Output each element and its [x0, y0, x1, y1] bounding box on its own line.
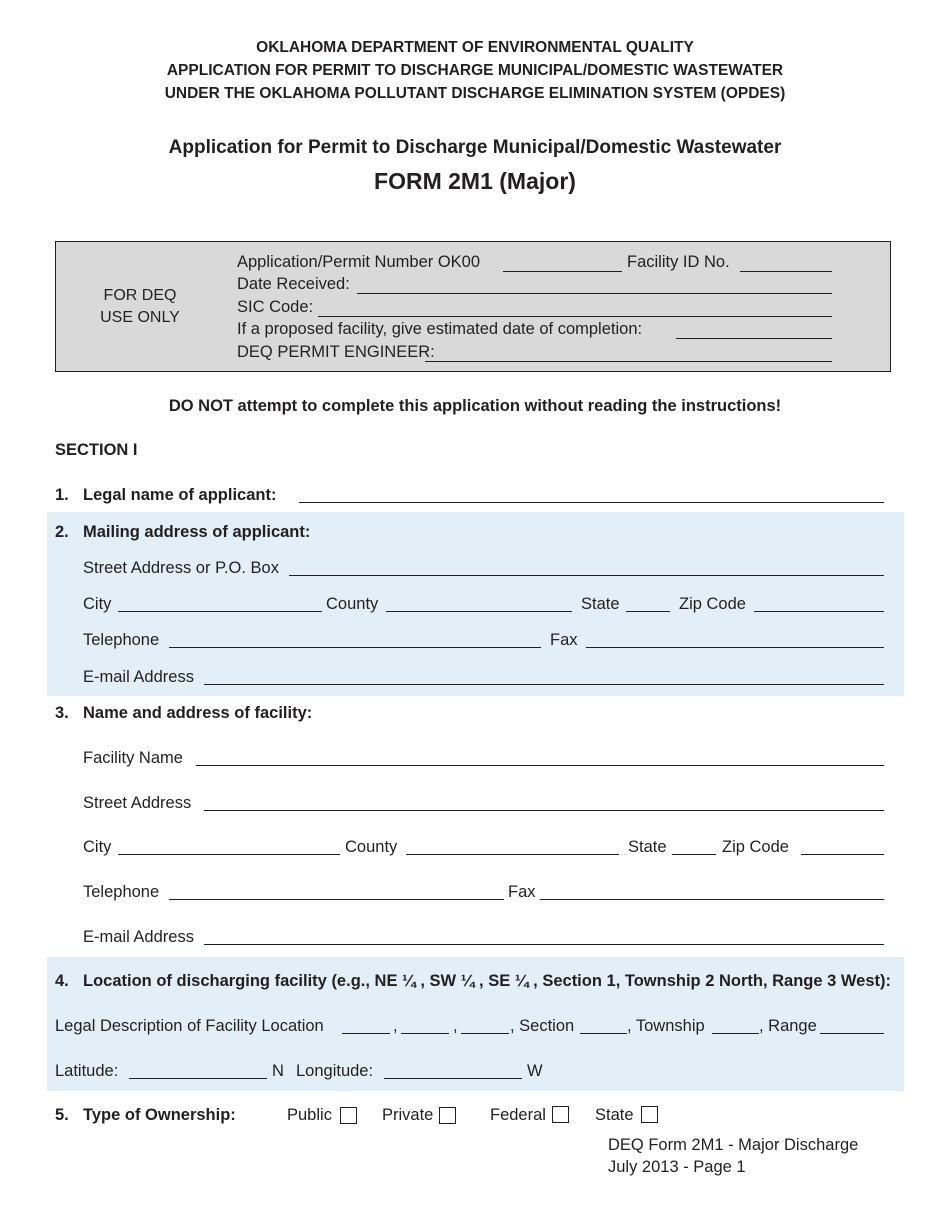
facility-county-label: County — [345, 838, 398, 856]
permit-engineer-label: DEQ PERMIT ENGINEER: — [237, 343, 435, 361]
facility-fax-field[interactable] — [540, 899, 884, 900]
completion-date-field[interactable] — [676, 338, 832, 339]
facility-email-label: E-mail Address — [83, 928, 194, 946]
legal-description-label: Legal Description of Facility Location — [55, 1017, 324, 1035]
q2-number: 2. — [55, 523, 69, 541]
facility-state-field[interactable] — [672, 854, 716, 855]
page-title: FORM 2M1 (Major) — [374, 168, 576, 194]
facility-street-label: Street Address — [83, 794, 192, 812]
mailing-email-label: E-mail Address — [83, 668, 194, 686]
q1-number: 1. — [55, 486, 69, 504]
mailing-zip-label: Zip Code — [679, 595, 746, 613]
facility-name-label: Facility Name — [83, 749, 183, 767]
legal-name-field[interactable] — [299, 502, 884, 503]
q5-number: 5. — [55, 1106, 69, 1124]
instructions-warning: DO NOT attempt to complete this application without reading the instructions! — [168, 397, 782, 415]
quarter-separator-2: , — [453, 1017, 458, 1035]
facility-zip-field[interactable] — [801, 854, 884, 855]
mailing-zip-field[interactable] — [754, 611, 884, 612]
mailing-telephone-field[interactable] — [169, 647, 541, 648]
date-received-label: Date Received: — [237, 275, 350, 293]
deq-label-line1: FOR DEQ — [103, 287, 177, 304]
ownership-public-label: Public — [287, 1106, 332, 1124]
quarter-1-field[interactable] — [342, 1033, 390, 1034]
facility-id-label: Facility ID No. — [627, 253, 730, 271]
ownership-state-label: State — [595, 1106, 634, 1124]
page-subtitle: Application for Permit to Discharge Municipal/Domestic Wastewater — [168, 137, 782, 158]
mailing-street-field[interactable] — [289, 575, 884, 576]
longitude-label: Longitude: — [296, 1062, 374, 1080]
footer-form-name: DEQ Form 2M1 - Major Discharge — [608, 1136, 859, 1154]
mailing-city-label: City — [83, 595, 112, 613]
facility-email-field[interactable] — [204, 944, 884, 945]
sic-code-field[interactable] — [318, 316, 832, 317]
facility-telephone-field[interactable] — [169, 899, 504, 900]
ownership-public-checkbox[interactable] — [340, 1107, 357, 1124]
ownership-federal-label: Federal — [490, 1106, 546, 1124]
facility-fax-label: Fax — [508, 883, 536, 901]
quarter-separator-1: , — [393, 1017, 398, 1035]
facility-county-field[interactable] — [406, 854, 619, 855]
q5-label: Type of Ownership: — [83, 1106, 236, 1124]
mailing-county-label: County — [326, 595, 379, 613]
longitude-field[interactable] — [384, 1078, 522, 1079]
latitude-north-label: N — [272, 1062, 284, 1080]
ownership-private-checkbox[interactable] — [439, 1107, 456, 1124]
permit-engineer-field[interactable] — [425, 361, 832, 362]
longitude-west-label: W — [527, 1062, 543, 1080]
q1-label: Legal name of applicant: — [83, 486, 277, 504]
mailing-state-label: State — [581, 595, 620, 613]
mailing-city-field[interactable] — [118, 611, 322, 612]
latitude-field[interactable] — [129, 1078, 267, 1079]
footer-date-page: July 2013 - Page 1 — [608, 1158, 746, 1176]
q3-label: Name and address of facility: — [83, 704, 313, 722]
header-application: APPLICATION FOR PERMIT TO DISCHARGE MUNICIPAL/DOMESTIC WASTEWATER — [166, 62, 784, 79]
section-label: , Section — [510, 1017, 575, 1035]
mailing-state-field[interactable] — [626, 611, 670, 612]
ownership-federal-checkbox[interactable] — [552, 1106, 569, 1123]
ownership-private-label: Private — [382, 1106, 434, 1124]
quarter-3-field[interactable] — [461, 1033, 509, 1034]
completion-date-label: If a proposed facility, give estimated date of completion: — [237, 320, 643, 338]
section-title: SECTION I — [55, 441, 138, 459]
township-field[interactable] — [712, 1033, 759, 1034]
facility-telephone-label: Telephone — [83, 883, 160, 901]
mailing-telephone-label: Telephone — [83, 631, 160, 649]
range-field[interactable] — [820, 1033, 884, 1034]
facility-state-label: State — [628, 838, 667, 856]
quarter-2-field[interactable] — [401, 1033, 449, 1034]
facility-id-field[interactable] — [740, 271, 832, 272]
facility-city-label: City — [83, 838, 112, 856]
latitude-label: Latitude: — [55, 1062, 119, 1080]
permit-number-label: Application/Permit Number OK00 — [237, 253, 481, 271]
sic-code-label: SIC Code: — [237, 298, 314, 316]
date-received-field[interactable] — [357, 293, 832, 294]
header-agency: OKLAHOMA DEPARTMENT OF ENVIRONMENTAL QUALITY — [256, 39, 694, 56]
facility-zip-label: Zip Code — [722, 838, 789, 856]
ownership-state-checkbox[interactable] — [641, 1106, 658, 1123]
mailing-email-field[interactable] — [204, 684, 884, 685]
q4-label: Location of discharging facility (e.g., NE ¼ , SW ¼ , SE ¼ , Section 1, Township 2 North, Range 3 West): — [83, 972, 892, 990]
q4-number: 4. — [55, 972, 69, 990]
mailing-fax-label: Fax — [550, 631, 578, 649]
header-system: UNDER THE OKLAHOMA POLLUTANT DISCHARGE ELIMINATION SYSTEM (OPDES) — [164, 85, 786, 102]
section-field[interactable] — [580, 1033, 627, 1034]
facility-name-field[interactable] — [196, 765, 884, 766]
mailing-street-label: Street Address or P.O. Box — [83, 559, 279, 577]
facility-city-field[interactable] — [118, 854, 340, 855]
deq-label-line2: USE ONLY — [100, 309, 180, 326]
q3-number: 3. — [55, 704, 69, 722]
mailing-county-field[interactable] — [386, 611, 572, 612]
range-label: , Range — [759, 1017, 817, 1035]
facility-street-field[interactable] — [204, 810, 884, 811]
township-label: , Township — [627, 1017, 705, 1035]
permit-number-field[interactable] — [503, 271, 622, 272]
q2-label: Mailing address of applicant: — [83, 523, 311, 541]
mailing-fax-field[interactable] — [586, 647, 884, 648]
